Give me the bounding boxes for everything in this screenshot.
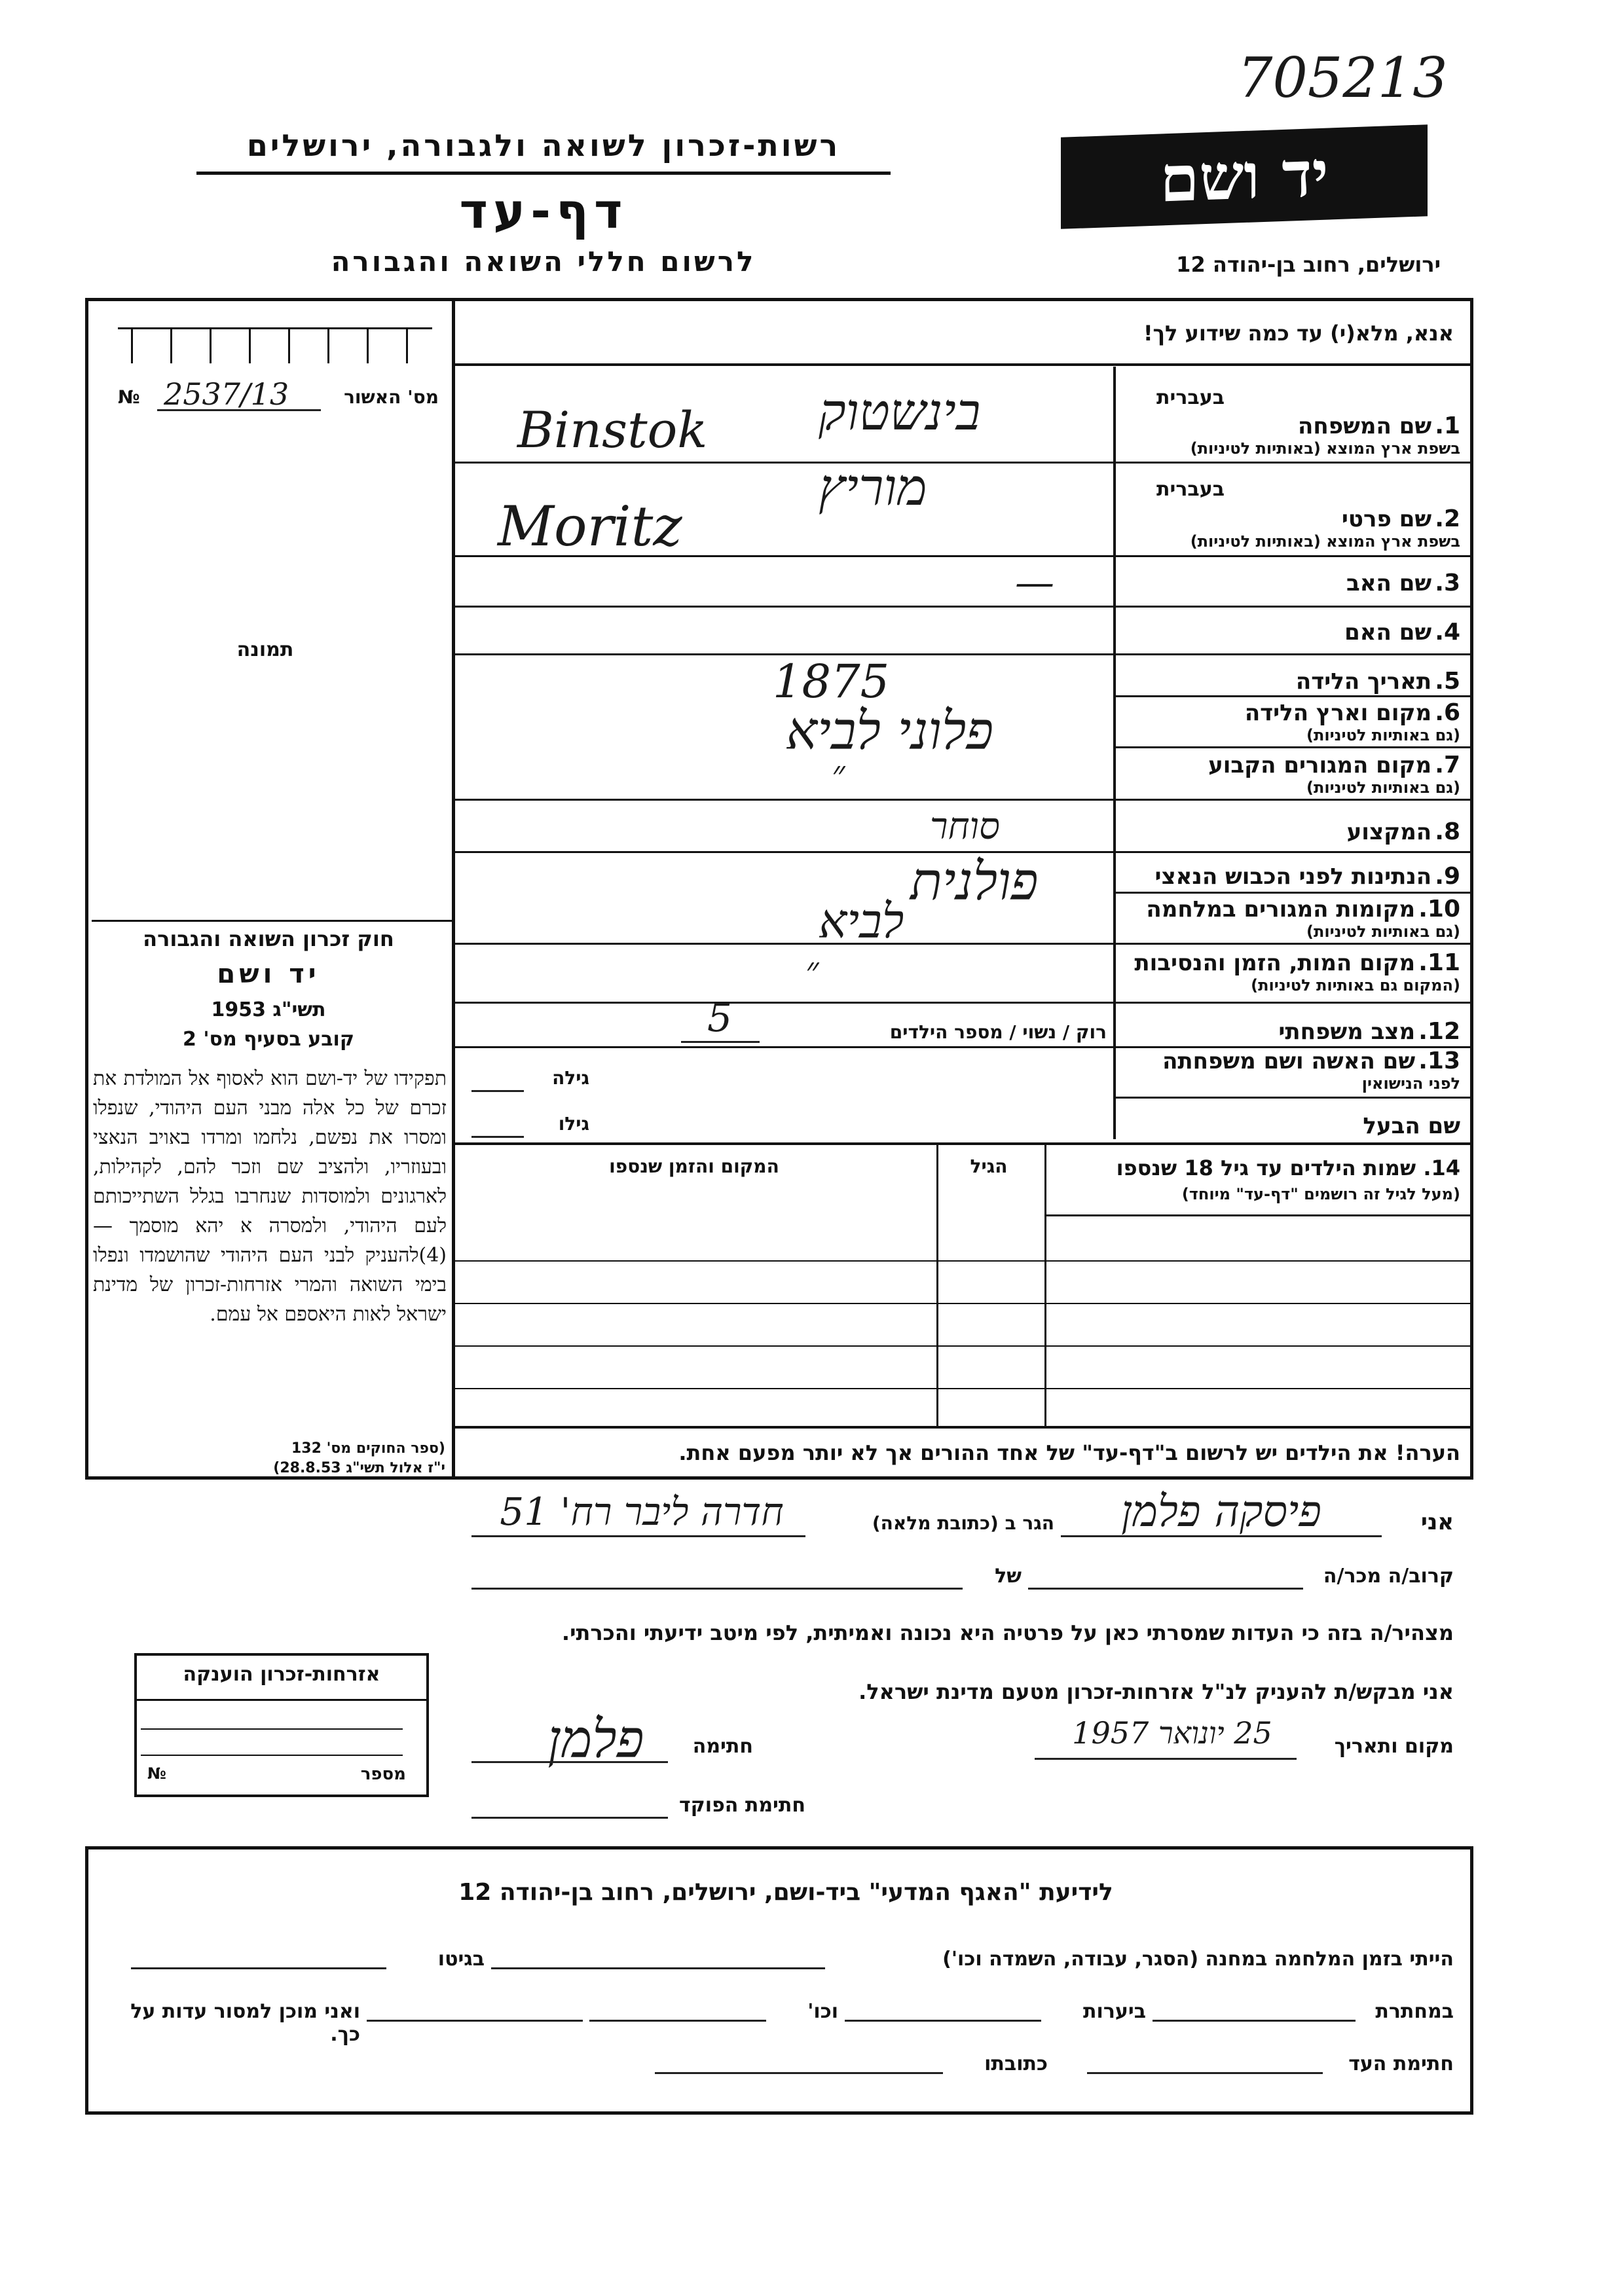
field-1-latin-value[interactable]: Binstok xyxy=(517,401,708,459)
underground-title: לידיעת "האגף המדעי" ביד-ושם, ירושלים, רחוב בן-יהודה 12 xyxy=(458,1879,1113,1906)
header-address: ירושלים, רחוב בן-יהודה 12 xyxy=(1176,252,1441,277)
header-rule xyxy=(196,172,891,175)
underground-line1-a: הייתי בזמן המלחמה במחנה (הסגר, עבודה, השמדה וכו') xyxy=(942,1948,1454,1971)
field-1-num: 1. xyxy=(1435,412,1460,439)
children-col-age: הגיל xyxy=(970,1156,1008,1177)
field-11-num: 11. xyxy=(1418,949,1460,976)
signature-label: חתימה xyxy=(692,1735,753,1758)
field-5-value[interactable]: 1875 xyxy=(773,655,890,708)
field-8-name: המקצוע xyxy=(1346,819,1432,845)
officer-signature-line[interactable] xyxy=(471,1817,668,1819)
relative-label: קרוב/ה מכר/ה xyxy=(1323,1565,1454,1588)
field-4-num: 4. xyxy=(1435,619,1460,646)
place-date-label: מקום ותאריך xyxy=(1334,1735,1454,1758)
law-text: תפקידו של יד-ושם הוא לאסוף אל המולדת את זכרם של כל אלה מבני העם היהודי, שנפלו ומסרו את נפשם, נלחמו ומרדו באויב הנאצי ובעוזריו, ולהציב שם וזכר להם, לקהילות, לארגונים ולמוסדות שנחרבו בגלל השתייכותם לעם היהודי, ולמסרה א יהא מוסמך — (4)להעניק לבני העם היהודי שהושמדו ונפלו בימי השואה והמרי אזרחות-זכרון של מדינת ישראל לאות היאספם אל עמם. xyxy=(93,1067,447,1326)
of-line[interactable] xyxy=(471,1588,963,1590)
field-10-name: מקומות המגורים במלחמה xyxy=(1146,896,1416,922)
form-subtitle: לרשום חללי השואה והגבורה xyxy=(331,246,756,278)
label-column-divider xyxy=(1113,367,1116,1139)
photo-label: תמונה xyxy=(236,638,294,661)
certificate-underline xyxy=(157,409,321,411)
law-title: חוק זכרון השואה והגבורה xyxy=(143,926,394,951)
field-8-num: 8. xyxy=(1435,818,1460,845)
field-9-name: הנתינות לפני הכבוש הנאצי xyxy=(1154,864,1432,890)
field-12-options: רוק / נשוי / מספר הילדים xyxy=(889,1021,1107,1043)
logo-text: יד ושם xyxy=(1160,136,1329,217)
husband-age-label: גילו xyxy=(558,1113,589,1135)
field-6-label xyxy=(1120,699,1460,744)
field-7-label xyxy=(1120,752,1460,797)
field-12-num: 12. xyxy=(1418,1018,1460,1045)
underground-line3-b: כתובתו xyxy=(984,2052,1048,2075)
field-12-value[interactable]: 5 xyxy=(707,995,733,1041)
field-11-value[interactable]: ״ xyxy=(805,949,819,991)
officer-signature-label: חתימת הפוקד xyxy=(679,1794,805,1817)
yad-vashem-logo xyxy=(1061,124,1428,229)
underground-line2-c: וכו' xyxy=(807,2000,838,2023)
certificate-label: מס' האשור xyxy=(344,386,439,408)
field-10-sub: (גם באותיות לטיניות) xyxy=(1306,922,1460,941)
field-2-hebrew-tag: בעברית xyxy=(1156,478,1225,501)
husband-label xyxy=(1120,1113,1460,1139)
archive-number: 705213 xyxy=(1238,46,1448,110)
children-header-rule xyxy=(1044,1214,1473,1216)
field-3-num: 3. xyxy=(1435,570,1460,596)
field-7-name: מקום המגורים הקבוע xyxy=(1208,752,1432,778)
place-date-value[interactable]: 25 יונואר 1957 xyxy=(1072,1715,1272,1751)
wife-age-line[interactable] xyxy=(471,1090,524,1092)
field-3-name: שם האב xyxy=(1346,570,1432,596)
field-2-sub: בשפת ארץ המוצא (באותיות לטיניות) xyxy=(1190,532,1460,551)
underground-line3-a: חתימת העד xyxy=(1348,2052,1454,2075)
field-11-label xyxy=(1120,949,1460,994)
underground-line2-d: ואני מוכן למסור עדות על כך. xyxy=(130,2000,360,2046)
field-7-num: 7. xyxy=(1435,752,1460,778)
declaration-text: מצהיר/ה בזה כי העדות שמסרתי כאן על פרטיה היא נכונה ואמיתית, לפי מיטב ידיעתי והכרתי. xyxy=(561,1620,1454,1645)
field-3-value[interactable]: — xyxy=(1015,560,1054,606)
field-12-label xyxy=(1120,1018,1460,1045)
of-label: של xyxy=(995,1565,1022,1588)
field-5-label xyxy=(1120,668,1460,695)
certificate-prefix: № xyxy=(118,386,140,408)
declarant-name[interactable]: פיסקה פלמן xyxy=(1121,1486,1321,1537)
field-12-name: מצב משפחתי xyxy=(1278,1019,1416,1045)
field-1-name: שם המשפחה xyxy=(1298,413,1432,439)
wife-age-label: גילה xyxy=(552,1067,589,1089)
request-text: אני מבקש/ת להעניק לנ"ל אזרחות-זכרון מטעם מדינת ישראל. xyxy=(858,1679,1454,1704)
field-1-label xyxy=(1120,386,1460,458)
field-4-name: שם האם xyxy=(1344,619,1432,646)
field-8-value[interactable]: סוחר xyxy=(930,805,1000,848)
children-divider-1 xyxy=(936,1142,938,1427)
field-5-num: 5. xyxy=(1435,668,1460,695)
field-5-name: תאריך הלידה xyxy=(1295,668,1432,695)
field-2-num: 2. xyxy=(1435,505,1460,532)
field-2-latin-value[interactable]: Moritz xyxy=(498,494,682,558)
authority-title: רשות-זכרון לשואה ולגבורה, ירושלים xyxy=(246,128,841,163)
field-2-hebrew-value[interactable]: מוריץ xyxy=(819,458,927,517)
declarant-i-label: אני xyxy=(1420,1509,1454,1535)
law-clause: קובע בסעיף מס' 2 xyxy=(183,1028,354,1051)
field-13-label xyxy=(1120,1048,1460,1093)
children-divider-2 xyxy=(1044,1142,1046,1427)
field-1-hebrew-tag: בעברית xyxy=(1156,386,1225,409)
field-2-name: שם פרטי xyxy=(1341,506,1432,532)
field-9-num: 9. xyxy=(1435,863,1460,890)
field-10-label xyxy=(1120,896,1460,941)
law-citation-1: (ספר החוקים מס' 132 xyxy=(291,1440,445,1457)
law-year xyxy=(92,998,445,1021)
citizenship-prefix: № xyxy=(147,1764,166,1783)
children-col-place: המקום והזמן שנספו xyxy=(609,1156,779,1177)
certificate-number: 2537/13 xyxy=(164,376,289,412)
underground-line1-b: בגיטו xyxy=(437,1948,485,1971)
field-13-name: שם האשה ושם משפחתה xyxy=(1162,1048,1416,1074)
law-citation-2: י"ז אלול תשי"ג 28.8.53) xyxy=(273,1460,445,1476)
field-9-label xyxy=(1120,863,1460,890)
underground-line2-b: ביערות xyxy=(1083,2000,1146,2023)
field-9-value[interactable]: פולנית xyxy=(910,851,1039,912)
field-1-sub: בשפת ארץ המוצא (באותיות לטיניות) xyxy=(1190,439,1460,458)
law-year-hebrew: תשי"ג xyxy=(272,998,326,1021)
field-11-sub: (המקום גם באותיות לטיניות) xyxy=(1251,976,1460,994)
field-6-value[interactable]: פלוני לביא xyxy=(786,701,994,761)
form-title: דף-עד xyxy=(459,183,628,240)
children-note: (מעל לגיל זה רושמים "דף-עד" מיוחד) xyxy=(1181,1185,1460,1203)
field-7-value[interactable]: ״ xyxy=(832,753,845,794)
top-instruction: אנא, מלא(י) עד כמה שידוע לך! xyxy=(1143,321,1454,346)
field-8-label xyxy=(1120,818,1460,845)
declarant-resident-label: הגר ב (כתובת מלאה) xyxy=(872,1512,1054,1534)
field-10-num: 10. xyxy=(1418,896,1460,922)
field-4-label xyxy=(1120,619,1460,646)
field-13-sub: לפני הנישואין xyxy=(1361,1074,1460,1093)
field-12-underline xyxy=(681,1041,760,1043)
field-3-label xyxy=(1120,570,1460,596)
law-rule xyxy=(92,920,452,922)
remark: הערה! את הילדים יש לרשום ב"דף-עד" של אחד ההורים אך לא יותר מפעם אחת. xyxy=(678,1440,1460,1465)
husband-name: שם הבעל xyxy=(1363,1113,1460,1139)
law-name: יד ושם xyxy=(217,959,320,989)
field-6-sub: (גם באותיות לטיניות) xyxy=(1306,726,1460,744)
instruction-row-rule xyxy=(452,363,1473,366)
field-10-value[interactable]: לביא xyxy=(819,894,904,949)
declarant-address[interactable]: חדרה ליבר רח' 51 xyxy=(500,1489,784,1534)
signature-value[interactable]: פלמן xyxy=(547,1709,644,1770)
law-year-number: 1953 xyxy=(211,998,266,1021)
field-11-name: מקום המות, הזמן והנסיבות xyxy=(1134,950,1416,976)
field-2-label xyxy=(1120,478,1460,551)
relative-line[interactable] xyxy=(1028,1588,1303,1590)
field-13-num: 13. xyxy=(1418,1048,1460,1074)
children-title: 14. שמות הילדים עד גיל 18 שנספו xyxy=(1116,1156,1460,1180)
field-7-sub: (גם באותיות לטיניות) xyxy=(1306,778,1460,797)
underground-line2-a: במחתרת xyxy=(1375,2000,1454,2023)
citizenship-number-label: מספר xyxy=(360,1764,406,1784)
citizenship-title: אזרחות-זכרון הוענקה xyxy=(183,1663,380,1686)
field-6-name: מקום וארץ הלידה xyxy=(1244,700,1432,726)
field-6-num: 6. xyxy=(1435,699,1460,726)
field-1-hebrew-value[interactable]: בינשטוק xyxy=(819,383,981,442)
husband-age-line[interactable] xyxy=(471,1136,524,1138)
